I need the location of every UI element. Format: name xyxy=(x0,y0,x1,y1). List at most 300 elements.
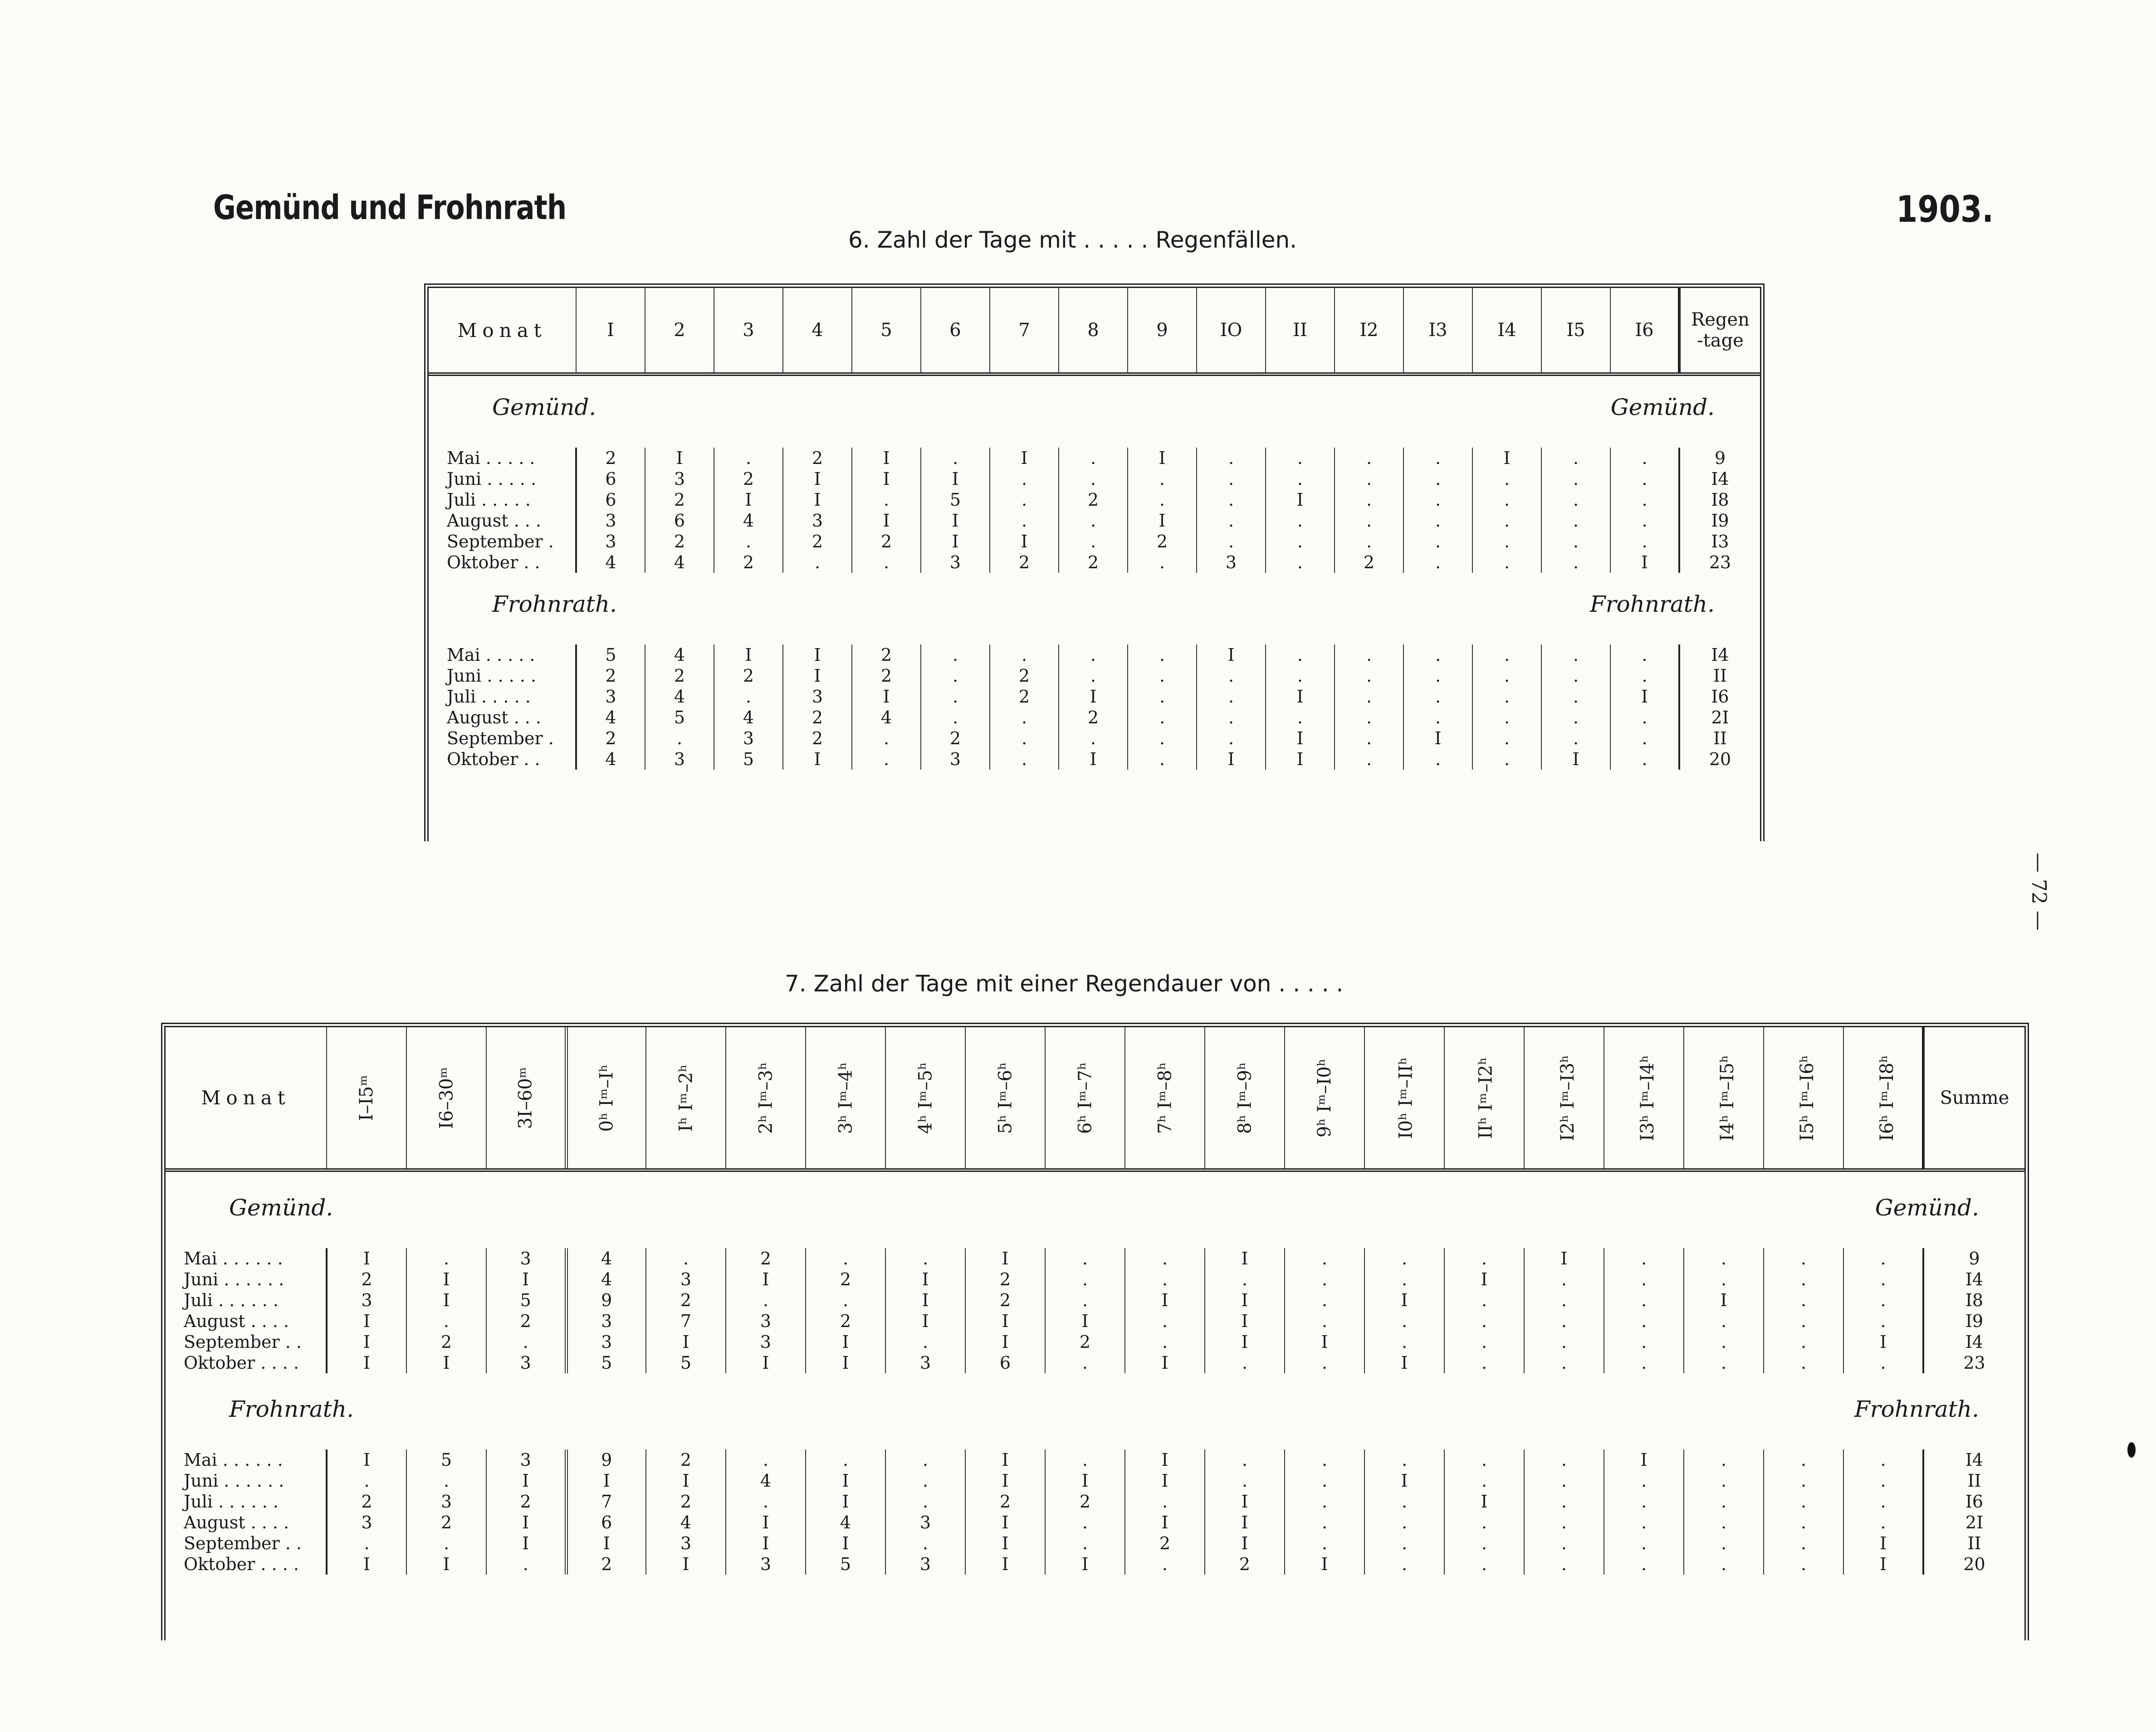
table-row xyxy=(429,448,1760,468)
table-cell: 3 xyxy=(566,1332,646,1352)
table-cell: I xyxy=(1403,728,1472,749)
table-cell: . xyxy=(1843,1449,1923,1470)
table-cell: . xyxy=(990,468,1059,489)
table-cell: I xyxy=(806,1491,885,1512)
table-cell: I xyxy=(646,1554,726,1575)
table-cell: . xyxy=(726,1449,806,1470)
table-cell: I xyxy=(1125,1290,1205,1311)
table-cell: . xyxy=(1197,728,1266,749)
table7-col-header xyxy=(1125,1027,1205,1170)
table-cell: . xyxy=(1472,468,1541,489)
table-cell: . xyxy=(1684,1491,1764,1512)
row-month-label: September . . xyxy=(166,1332,327,1352)
table-row xyxy=(429,707,1760,728)
table-cell: 2 xyxy=(1059,707,1128,728)
table-cell: . xyxy=(1444,1512,1524,1533)
table-cell: I xyxy=(1604,1449,1684,1470)
table-cell: . xyxy=(1541,665,1610,686)
table-cell: I xyxy=(1285,1554,1364,1575)
table-cell: 6 xyxy=(576,468,645,489)
table-cell: I xyxy=(646,1470,726,1491)
table-cell: . xyxy=(1335,749,1403,770)
table-cell: 2 xyxy=(1335,552,1403,573)
table-cell: . xyxy=(1128,468,1197,489)
table-cell: . xyxy=(990,749,1059,770)
table-cell: I xyxy=(726,1512,806,1533)
table-cell: I xyxy=(1266,489,1335,510)
table-cell: . xyxy=(1843,1290,1923,1311)
table-cell: 4 xyxy=(726,1470,806,1491)
table-cell: . xyxy=(1764,1512,1843,1533)
table-row xyxy=(166,1248,2024,1269)
table-cell: 3 xyxy=(486,1248,566,1269)
table-cell: . xyxy=(726,1290,806,1311)
table-cell: I xyxy=(965,1248,1045,1269)
table7-col-header xyxy=(486,1027,566,1170)
table-cell: 2 xyxy=(714,665,783,686)
table-cell: 2 xyxy=(486,1491,566,1512)
table-cell: . xyxy=(885,1533,965,1554)
table6-header-row xyxy=(429,288,1760,374)
table-cell: . xyxy=(1125,1269,1205,1290)
table-cell: . xyxy=(1403,644,1472,665)
table-cell: 3 xyxy=(406,1491,486,1512)
table7-header-row xyxy=(166,1027,2024,1170)
table-cell: . xyxy=(1764,1248,1843,1269)
table-cell: . xyxy=(1610,531,1679,552)
table7-col-header xyxy=(566,1027,646,1170)
table-cell: I xyxy=(646,1332,726,1352)
table-cell: I xyxy=(327,1449,406,1470)
table-cell: I xyxy=(921,510,990,531)
year-label: 1903. xyxy=(1896,188,1994,230)
table-cell: 4 xyxy=(806,1512,885,1533)
table-row xyxy=(166,1290,2024,1311)
table-cell: 5 xyxy=(566,1352,646,1373)
row-month-label: Juni . . . . . . xyxy=(166,1269,327,1290)
table-cell: . xyxy=(714,686,783,707)
table7-col-header-label: 0ʰ Iᵐ–Iʰ xyxy=(596,1064,617,1132)
table-row xyxy=(166,1491,2024,1512)
table-cell: 2 xyxy=(566,1554,646,1575)
table-cell: I xyxy=(1205,1290,1285,1311)
table-row xyxy=(429,552,1760,573)
table-cell: 4 xyxy=(646,1512,726,1533)
table-cell: . xyxy=(327,1533,406,1554)
table-cell: 3 xyxy=(486,1352,566,1373)
table-cell: 2 xyxy=(576,448,645,468)
table-cell: . xyxy=(1764,1290,1843,1311)
table-cell: I xyxy=(1125,1470,1205,1491)
table-cell: . xyxy=(1444,1290,1524,1311)
table-cell: . xyxy=(645,728,714,749)
table7-col-header xyxy=(726,1027,806,1170)
table-cell: . xyxy=(1125,1554,1205,1575)
table-cell: I xyxy=(1205,1512,1285,1533)
table6-col-header: 9 xyxy=(1128,288,1197,374)
table-cell: I xyxy=(806,1352,885,1373)
table-cell: . xyxy=(1285,1290,1364,1311)
table-cell: . xyxy=(1285,1269,1364,1290)
table-row xyxy=(429,489,1760,510)
table-cell: 3 xyxy=(645,749,714,770)
table7-col-header-label: 3ʰ Iᵐ–4ʰ xyxy=(835,1062,856,1134)
table-cell: . xyxy=(714,448,783,468)
table-row xyxy=(166,1332,2024,1352)
table-cell: I xyxy=(1843,1533,1923,1554)
table-cell: I xyxy=(1266,686,1335,707)
table-cell: . xyxy=(1524,1352,1604,1373)
table-cell: I xyxy=(783,665,852,686)
table-row xyxy=(429,531,1760,552)
row-month-label: Juli . . . . . . xyxy=(166,1491,327,1512)
table-cell: . xyxy=(1128,665,1197,686)
table-cell: . xyxy=(1684,1512,1764,1533)
table-cell: I xyxy=(783,468,852,489)
table-cell: 2 xyxy=(646,1491,726,1512)
table-cell: . xyxy=(1541,448,1610,468)
table-cell: . xyxy=(921,686,990,707)
table-cell: . xyxy=(1604,1554,1684,1575)
table-cell: . xyxy=(1059,468,1128,489)
table-cell: . xyxy=(783,552,852,573)
table-cell: . xyxy=(1059,448,1128,468)
table-cell: I xyxy=(1059,686,1128,707)
table-cell: . xyxy=(1266,510,1335,531)
row-total: I4 xyxy=(1679,468,1760,489)
table-cell: . xyxy=(1524,1554,1604,1575)
table-cell: 2 xyxy=(965,1269,1045,1290)
table-cell: 2 xyxy=(406,1512,486,1533)
table-cell: 4 xyxy=(576,749,645,770)
table-cell: I xyxy=(965,1470,1045,1491)
table-cell: 2 xyxy=(1059,489,1128,510)
table-cell: . xyxy=(1541,686,1610,707)
table-cell: I xyxy=(714,644,783,665)
table-cell: . xyxy=(990,489,1059,510)
table-cell: . xyxy=(885,1248,965,1269)
table-cell: . xyxy=(1684,1352,1764,1373)
table-cell: . xyxy=(1541,531,1610,552)
station-heading-row xyxy=(429,591,1760,617)
table-cell: . xyxy=(1610,665,1679,686)
table7-col-header xyxy=(646,1027,726,1170)
row-total: I3 xyxy=(1679,531,1760,552)
table-cell: 2 xyxy=(921,728,990,749)
table-cell: . xyxy=(1205,1470,1285,1491)
row-month-label: August . . . xyxy=(429,707,576,728)
table-cell: . xyxy=(1444,1311,1524,1332)
row-month-label: Mai . . . . . . xyxy=(166,1248,327,1269)
table-cell: . xyxy=(1604,1248,1684,1269)
row-month-label: September . xyxy=(429,728,576,749)
table6-col-header: I6 xyxy=(1610,288,1679,374)
table-cell: 2 xyxy=(783,728,852,749)
row-total: 20 xyxy=(1923,1554,2024,1575)
row-month-label: Juli . . . . . . xyxy=(166,1290,327,1311)
table-cell: 6 xyxy=(576,489,645,510)
table-cell: I xyxy=(1364,1290,1444,1311)
table-row xyxy=(166,1533,2024,1554)
table-cell: I xyxy=(566,1470,646,1491)
table-cell: 2 xyxy=(714,468,783,489)
table7-col-header xyxy=(1045,1027,1125,1170)
table-cell: . xyxy=(1364,1512,1444,1533)
table-cell: 4 xyxy=(645,552,714,573)
table-cell: I xyxy=(783,644,852,665)
station-name-right: Gemünd. xyxy=(1875,1195,1979,1221)
station-name-right: Frohnrath. xyxy=(1854,1396,1979,1422)
table-cell: . xyxy=(1604,1311,1684,1332)
table-cell: I xyxy=(965,1332,1045,1352)
table-cell: I xyxy=(486,1470,566,1491)
station-name-left: Gemünd. xyxy=(229,1195,333,1221)
table-cell: . xyxy=(1285,1470,1364,1491)
table-cell: I xyxy=(1266,728,1335,749)
table-row xyxy=(429,749,1760,770)
table-cell: I xyxy=(990,448,1059,468)
table-cell: . xyxy=(1764,1311,1843,1332)
table-cell: I xyxy=(327,1332,406,1352)
table-cell: . xyxy=(406,1311,486,1332)
table-cell: I xyxy=(852,510,921,531)
table-cell: . xyxy=(1541,707,1610,728)
table7-caption: 7. Zahl der Tage mit einer Regendauer von . . . . . xyxy=(785,971,1344,997)
table-cell: I xyxy=(1843,1554,1923,1575)
station-name-right: Frohnrath. xyxy=(1590,591,1715,617)
ink-blot xyxy=(2127,1442,2136,1458)
table-cell: I xyxy=(1128,510,1197,531)
table-cell: . xyxy=(1128,686,1197,707)
table7-col-header xyxy=(1604,1027,1684,1170)
table-cell: 7 xyxy=(646,1311,726,1332)
table-cell: 3 xyxy=(327,1290,406,1311)
table-cell: . xyxy=(1541,489,1610,510)
table-cell: . xyxy=(1610,489,1679,510)
table-cell: . xyxy=(990,707,1059,728)
table-cell: I xyxy=(406,1290,486,1311)
table-cell: . xyxy=(1610,749,1679,770)
table-cell: . xyxy=(1403,707,1472,728)
table-cell: 7 xyxy=(566,1491,646,1512)
table-cell: 2 xyxy=(783,707,852,728)
table-cell: I xyxy=(852,448,921,468)
row-total: I4 xyxy=(1923,1332,2024,1352)
page-title: Gemünd und Frohnrath xyxy=(213,188,567,227)
table-cell: . xyxy=(852,552,921,573)
row-month-label: Juni . . . . . xyxy=(429,665,576,686)
table-cell: . xyxy=(921,644,990,665)
row-total: I9 xyxy=(1923,1311,2024,1332)
table-row xyxy=(429,644,1760,665)
table-cell: . xyxy=(486,1332,566,1352)
table-cell: 3 xyxy=(646,1533,726,1554)
table-cell: . xyxy=(1610,644,1679,665)
table-cell: 3 xyxy=(646,1269,726,1290)
table-cell: . xyxy=(1364,1491,1444,1512)
table-cell: 2 xyxy=(1059,552,1128,573)
table-cell: . xyxy=(1197,448,1266,468)
table-cell: 2 xyxy=(576,665,645,686)
row-month-label: Juni . . . . . . xyxy=(166,1470,327,1491)
table7-total-header: Summe xyxy=(1923,1027,2024,1170)
table-cell: . xyxy=(1764,1352,1843,1373)
table-cell: 2 xyxy=(965,1290,1045,1311)
table-cell: I xyxy=(327,1248,406,1269)
table-cell: . xyxy=(806,1290,885,1311)
table-cell: 2 xyxy=(965,1491,1045,1512)
table-cell: . xyxy=(1472,707,1541,728)
table-cell: . xyxy=(406,1533,486,1554)
table-cell: . xyxy=(1335,665,1403,686)
table-cell: I xyxy=(1045,1311,1125,1332)
row-total: I8 xyxy=(1923,1290,2024,1311)
table-cell: I xyxy=(1266,749,1335,770)
table7-col-header xyxy=(406,1027,486,1170)
table-cell: . xyxy=(1266,644,1335,665)
table-cell: . xyxy=(1197,686,1266,707)
station-heading-row xyxy=(429,394,1760,420)
table-cell: . xyxy=(1205,1269,1285,1290)
table-cell: 4 xyxy=(852,707,921,728)
table-cell: . xyxy=(852,728,921,749)
table7-month-header: Monat xyxy=(166,1027,327,1170)
table-cell: I xyxy=(1125,1352,1205,1373)
table-cell: 4 xyxy=(645,686,714,707)
table-cell: . xyxy=(885,1470,965,1491)
table7-col-header-label: I–I5ᵐ xyxy=(356,1074,377,1121)
table-cell: . xyxy=(1610,707,1679,728)
table-cell: . xyxy=(1444,1533,1524,1554)
station-heading-row xyxy=(166,1195,2024,1221)
table-cell: . xyxy=(1764,1269,1843,1290)
table-cell: . xyxy=(1604,1470,1684,1491)
table-cell: 2 xyxy=(1128,531,1197,552)
table-cell: I xyxy=(806,1533,885,1554)
table-cell: 3 xyxy=(714,728,783,749)
table-cell: . xyxy=(1403,448,1472,468)
row-total: II xyxy=(1923,1533,2024,1554)
table-cell: 5 xyxy=(645,707,714,728)
table7-col-header xyxy=(885,1027,965,1170)
table-cell: . xyxy=(1335,686,1403,707)
table-cell: . xyxy=(990,728,1059,749)
table-cell: 4 xyxy=(576,552,645,573)
table6-col-header: I3 xyxy=(1403,288,1472,374)
table-cell: . xyxy=(1403,665,1472,686)
row-total: II xyxy=(1679,665,1760,686)
row-total: I6 xyxy=(1679,686,1760,707)
table-cell: 2 xyxy=(645,531,714,552)
table-cell: . xyxy=(1364,1449,1444,1470)
table-cell: 3 xyxy=(566,1311,646,1332)
table-cell: 2 xyxy=(576,728,645,749)
table-row xyxy=(429,686,1760,707)
table-cell: I xyxy=(1684,1290,1764,1311)
table7-col-header-label: IIʰ Iᵐ–I2ʰ xyxy=(1475,1057,1496,1139)
table6-col-header: IO xyxy=(1197,288,1266,374)
table-cell: . xyxy=(1604,1352,1684,1373)
table-cell: 3 xyxy=(645,468,714,489)
table-cell: . xyxy=(1285,1512,1364,1533)
table-cell: . xyxy=(1059,510,1128,531)
table-cell: 3 xyxy=(921,552,990,573)
table-cell: . xyxy=(1197,510,1266,531)
table7-col-header-label: 9ʰ Iᵐ–I0ʰ xyxy=(1314,1058,1335,1137)
table-cell: 5 xyxy=(406,1449,486,1470)
table-cell: 2 xyxy=(1045,1332,1125,1352)
table6-total-header: Regen-tage xyxy=(1679,288,1760,374)
table-cell: I xyxy=(990,531,1059,552)
table-cell: . xyxy=(806,1449,885,1470)
row-total: 23 xyxy=(1679,552,1760,573)
table-cell: 4 xyxy=(566,1269,646,1290)
table-cell: . xyxy=(1045,1290,1125,1311)
table-cell: 2 xyxy=(714,552,783,573)
table-cell: 2 xyxy=(990,665,1059,686)
table6-col-header: II xyxy=(1266,288,1335,374)
table6-caption: 6. Zahl der Tage mit . . . . . Regenfällen. xyxy=(848,227,1297,253)
table-row xyxy=(166,1449,2024,1470)
row-total: I9 xyxy=(1679,510,1760,531)
table-cell: I xyxy=(327,1352,406,1373)
table-cell: . xyxy=(1472,552,1541,573)
table-cell: . xyxy=(1524,1533,1604,1554)
table-cell: 2 xyxy=(646,1290,726,1311)
table6-col-header: 7 xyxy=(990,288,1059,374)
table7-col-header xyxy=(1285,1027,1364,1170)
table6-col-header: 2 xyxy=(645,288,714,374)
table-cell: . xyxy=(1266,552,1335,573)
table-cell: . xyxy=(852,489,921,510)
table-cell: 3 xyxy=(885,1352,965,1373)
table-cell: . xyxy=(327,1470,406,1491)
table-cell: . xyxy=(1604,1332,1684,1352)
table-cell: . xyxy=(1285,1352,1364,1373)
table7-col-header-label: I6ʰ Iᵐ–I8ʰ xyxy=(1877,1054,1898,1141)
row-total: 20 xyxy=(1679,749,1760,770)
table-cell: I xyxy=(566,1533,646,1554)
table-cell: . xyxy=(1335,644,1403,665)
table-cell: I xyxy=(1128,448,1197,468)
table-cell: . xyxy=(1045,1449,1125,1470)
table-cell: 6 xyxy=(965,1352,1045,1373)
table-cell: . xyxy=(1472,749,1541,770)
table-cell: 4 xyxy=(645,644,714,665)
table-cell: . xyxy=(1125,1248,1205,1269)
table-cell: . xyxy=(1541,644,1610,665)
row-total: 9 xyxy=(1923,1248,2024,1269)
row-total: I4 xyxy=(1923,1449,2024,1470)
table-cell: I xyxy=(726,1352,806,1373)
table-cell: . xyxy=(1125,1332,1205,1352)
table-cell: . xyxy=(1403,468,1472,489)
table-cell: I xyxy=(852,468,921,489)
table-cell: . xyxy=(1604,1269,1684,1290)
table-row xyxy=(166,1554,2024,1575)
table-cell: I xyxy=(406,1269,486,1290)
table-cell: . xyxy=(921,448,990,468)
table-cell: . xyxy=(1205,1352,1285,1373)
row-month-label: Mai . . . . . xyxy=(429,448,576,468)
row-month-label: Mai . . . . . xyxy=(429,644,576,665)
table-cell: . xyxy=(1125,1311,1205,1332)
table-cell: 3 xyxy=(726,1311,806,1332)
table-row xyxy=(429,728,1760,749)
table7-col-header-label: I2ʰ Iᵐ–I3ʰ xyxy=(1557,1054,1579,1141)
table-cell: 2 xyxy=(1205,1554,1285,1575)
table-cell: I xyxy=(327,1554,406,1575)
